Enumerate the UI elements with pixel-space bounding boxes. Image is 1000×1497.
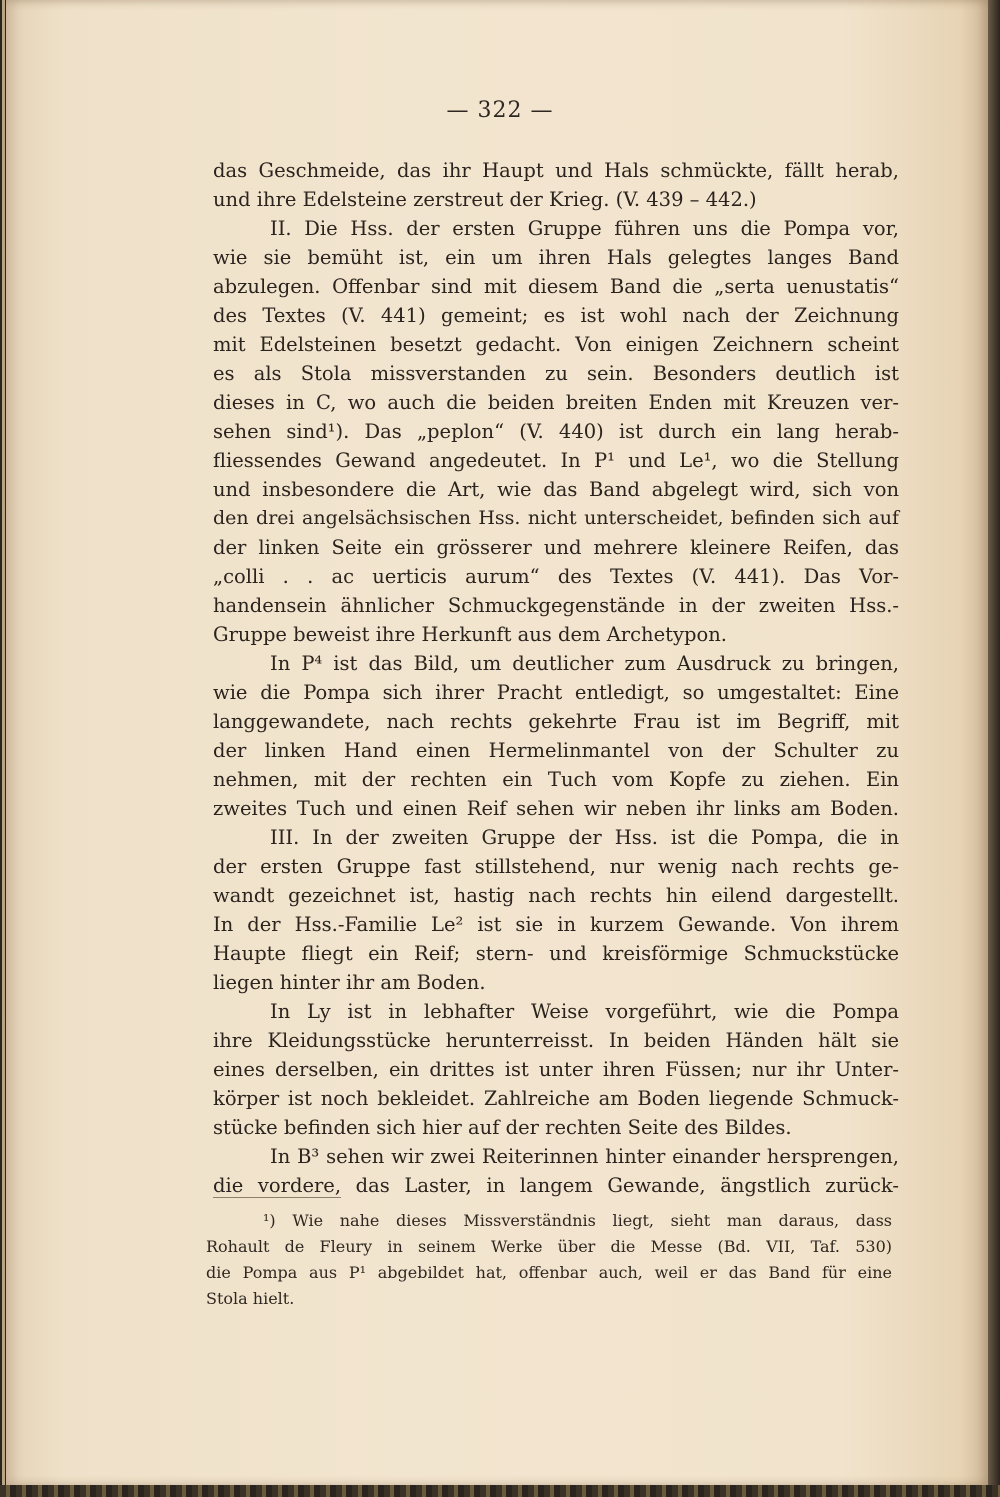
text-line: die vordere, das Laster, in langem Gewande, ängstlich zurück- <box>213 1174 899 1197</box>
page-number: — 322 — <box>446 98 554 123</box>
book-right-edge <box>988 0 1000 1497</box>
text-line: mit Edelsteinen besetzt gedacht. Von einigen Zeichnern scheint <box>213 333 899 356</box>
text-line: handensein ähnlicher Schmuckgegenstände in der zweiten Hss.- <box>213 594 899 617</box>
footnote-divider <box>213 1197 341 1198</box>
footnote-line: die Pompa aus P¹ abgebildet hat, offenbar auch, weil er das Band für eine <box>206 1263 892 1282</box>
text-line: wandt gezeichnet ist, hastig nach rechts hin eilend dargestellt. <box>213 884 899 907</box>
book-gutter-edge <box>2 0 5 1497</box>
text-line: II. Die Hss. der ersten Gruppe führen uns die Pompa vor, <box>270 217 899 240</box>
text-line: zweites Tuch und einen Reif sehen wir neben ihr links am Boden. <box>213 797 899 820</box>
text-line: In der Hss.-Familie Le² ist sie in kurzem Gewande. Von ihrem <box>213 913 899 936</box>
footnote-line: Stola hielt. <box>206 1289 295 1308</box>
text-line: ihre Kleidungsstücke herunterreisst. In beiden Händen hält sie <box>213 1029 899 1052</box>
text-line: und ihre Edelsteine zerstreut der Krieg. (V. 439 – 442.) <box>213 188 757 211</box>
footnote-line: ¹) Wie nahe dieses Missverständnis liegt, sieht man daraus, dass <box>263 1211 892 1230</box>
text-line: der linken Hand einen Hermelinmantel von der Schulter zu <box>213 739 899 762</box>
text-line: langgewandete, nach rechts gekehrte Frau ist im Begriff, mit <box>213 710 899 733</box>
text-line: In P⁴ ist das Bild, um deutlicher zum Ausdruck zu bringen, <box>270 652 899 675</box>
text-line: wie die Pompa sich ihrer Pracht entledigt, so umgestaltet: Eine <box>213 681 899 704</box>
text-line: liegen hinter ihr am Boden. <box>213 971 486 994</box>
text-line: wie sie bemüht ist, ein um ihren Hals gelegtes langes Band <box>213 246 899 269</box>
text-line: dieses in C, wo auch die beiden breiten Enden mit Kreuzen ver- <box>213 391 899 414</box>
text-line: fliessendes Gewand angedeutet. In P¹ und Le¹, wo die Stellung <box>213 449 899 472</box>
book-bottom-edge <box>0 1485 1000 1497</box>
text-line: der ersten Gruppe fast stillstehend, nur wenig nach rechts ge- <box>213 855 899 878</box>
text-line: den drei angelsächsischen Hss. nicht unterscheidet, befinden sich auf <box>213 507 899 529</box>
text-line: das Geschmeide, das ihr Haupt und Hals schmückte, fällt herab, <box>213 159 899 182</box>
text-line: eines derselben, ein drittes ist unter ihren Füssen; nur ihr Unter- <box>213 1058 899 1081</box>
text-line: der linken Seite ein grösserer und mehrere kleinere Reifen, das <box>213 536 899 559</box>
footnote-line: Rohault de Fleury in seinem Werke über die Messe (Bd. VII, Taf. 530) <box>206 1237 892 1256</box>
text-line: Gruppe beweist ihre Herkunft aus dem Archetypon. <box>213 623 727 646</box>
text-line: „colli . . ac uerticis aurum“ des Textes (V. 441). Das Vor- <box>213 565 899 588</box>
text-line: stücke befinden sich hier auf der rechten Seite des Bildes. <box>213 1116 792 1139</box>
text-line: es als Stola missverstanden zu sein. Besonders deutlich ist <box>213 362 899 385</box>
text-line: sehen sind¹). Das „peplon“ (V. 440) ist durch ein lang herab- <box>213 420 899 443</box>
text-line: nehmen, mit der rechten ein Tuch vom Kopfe zu ziehen. Ein <box>213 768 899 791</box>
text-line: Haupte fliegt ein Reif; stern- und kreisförmige Schmuckstücke <box>213 942 899 965</box>
text-line: In B³ sehen wir zwei Reiterinnen hinter einander hersprengen, <box>270 1145 899 1168</box>
text-line: abzulegen. Offenbar sind mit diesem Band die „serta uenustatis“ <box>213 275 899 298</box>
text-line: des Textes (V. 441) gemeint; es ist wohl nach der Zeichnung <box>213 304 899 327</box>
text-line: III. In der zweiten Gruppe der Hss. ist die Pompa, die in <box>270 826 899 849</box>
text-line: körper ist noch bekleidet. Zahlreiche am Boden liegende Schmuck- <box>213 1087 899 1110</box>
text-line: In Ly ist in lebhafter Weise vorgeführt, wie die Pompa <box>270 1000 899 1023</box>
text-line: und insbesondere die Art, wie das Band abgelegt wird, sich von <box>213 478 899 501</box>
